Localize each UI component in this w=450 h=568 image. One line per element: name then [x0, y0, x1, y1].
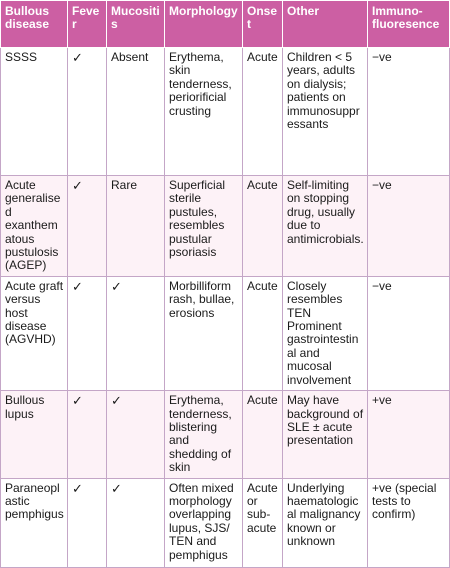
- header-morphology: Morphology: [165, 1, 243, 48]
- cell-fever: ✓: [68, 176, 107, 277]
- table-row: [1, 48, 450, 176]
- cell-morphology: Superficial sterile pustules, resembles pustular psoriasis: [165, 176, 243, 277]
- cell-other: May have background of SLE ± acute presentation: [283, 391, 368, 478]
- table-row: [1, 391, 450, 478]
- cell-fever: ✓: [68, 478, 107, 567]
- cell-fever: ✓: [68, 391, 107, 478]
- cell-mucositis: ✓: [107, 276, 165, 390]
- cell-immunofluoresence: −ve: [368, 276, 450, 390]
- cell-disease: Acute generalised exanthematous pustulosis (AGEP): [1, 176, 68, 277]
- cell-morphology: Often mixed morphology overlapping lupus, SJS/ TEN and pemphigus: [165, 478, 243, 567]
- header-mucositis: Mucositis: [107, 1, 165, 48]
- cell-onset: Acute: [243, 391, 283, 478]
- header-fever: Fever: [68, 1, 107, 48]
- header-onset: Onset: [243, 1, 283, 48]
- cell-onset: Acute: [243, 48, 283, 176]
- cell-immunofluoresence: −ve: [368, 48, 450, 176]
- cell-onset: Acute or sub-acute: [243, 478, 283, 567]
- cell-disease: SSSS: [1, 48, 68, 176]
- cell-morphology: Erythema, skin tenderness, periorificial crusting: [165, 48, 243, 176]
- cell-mucositis: ✓: [107, 391, 165, 478]
- cell-onset: Acute: [243, 276, 283, 390]
- cell-other: Underlying haematological malignancy known or unknown: [283, 478, 368, 567]
- cell-immunofluoresence: +ve: [368, 391, 450, 478]
- cell-fever: ✓: [68, 48, 107, 176]
- header-other: Other: [283, 1, 368, 48]
- cell-immunofluoresence: +ve (special tests to confirm): [368, 478, 450, 567]
- cell-fever: ✓: [68, 276, 107, 390]
- table-row: [1, 276, 450, 390]
- cell-other: Closely resembles TEN Prominent gastrointestinal and mucosal involvement: [283, 276, 368, 390]
- cell-other: Children < 5 years, adults on dialysis; patients on immunosuppressants: [283, 48, 368, 176]
- header-immunofluoresence: Immuno-fluoresence: [368, 1, 450, 48]
- header-bullous-disease: Bullous disease: [1, 1, 68, 48]
- cell-morphology: Morbilliform rash, bullae, erosions: [165, 276, 243, 390]
- cell-disease: Bullous lupus: [1, 391, 68, 478]
- table-row: [1, 176, 450, 277]
- cell-morphology: Erythema, tenderness, blistering and shedding of skin: [165, 391, 243, 478]
- cell-disease: Acute graft versus host disease (AGVHD): [1, 276, 68, 390]
- cell-onset: Acute: [243, 176, 283, 277]
- table-header-row: [1, 1, 450, 48]
- cell-mucositis: ✓: [107, 478, 165, 567]
- cell-disease: Paraneoplastic pemphigus: [1, 478, 68, 567]
- cell-other: Self-limiting on stopping drug, usually due to antimicrobials.: [283, 176, 368, 277]
- cell-mucositis: Absent: [107, 48, 165, 176]
- cell-immunofluoresence: −ve: [368, 176, 450, 277]
- table-row: [1, 478, 450, 567]
- cell-mucositis: Rare: [107, 176, 165, 277]
